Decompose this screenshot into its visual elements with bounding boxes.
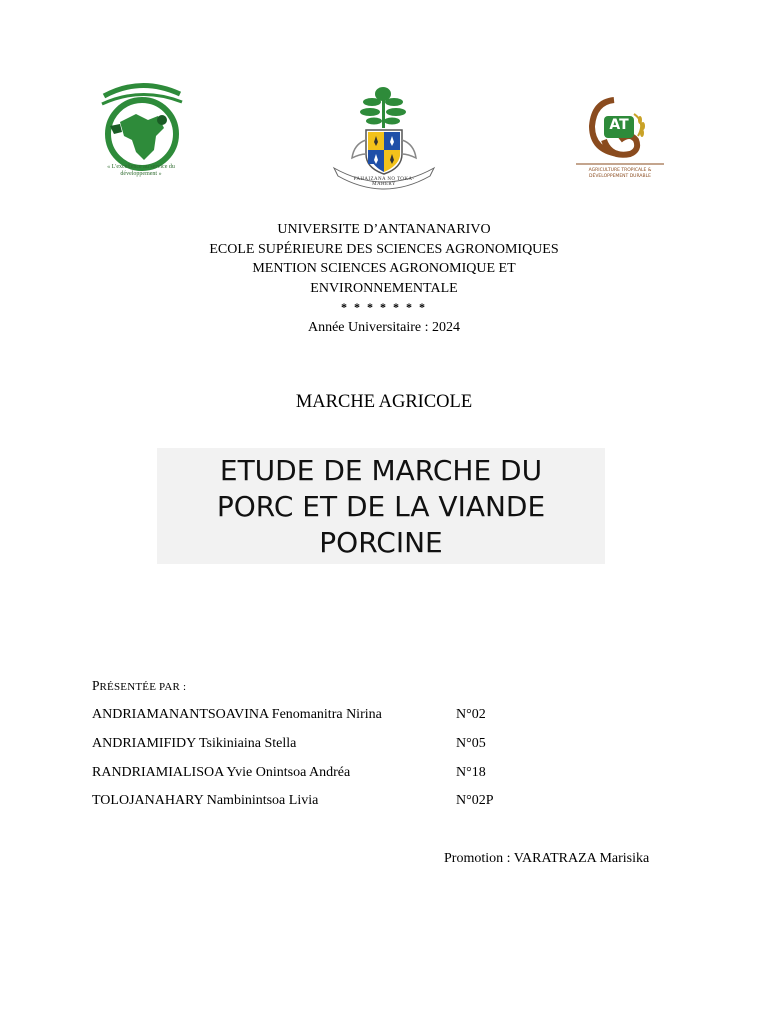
title-line-2: PORC ET DE LA VIANDE xyxy=(216,490,546,523)
university-name: UNIVERSITE D’ANTANANARIVO xyxy=(277,222,491,237)
presented-by-rest: RÉSENTÉE PAR : xyxy=(99,681,187,693)
mention-line-1: MENTION SCIENCES AGRONOMIQUE ET xyxy=(252,261,516,277)
member-row xyxy=(92,765,692,785)
member-name: ANDRIAMANANTSOAVINA Fenomanitra Nirina xyxy=(92,707,382,722)
university-motto: « L'excellence au service du développement » xyxy=(107,164,175,177)
member-number: N°02P xyxy=(456,793,494,808)
mention-line-2: ENVIRONNEMENTALE xyxy=(310,280,458,296)
university-emblem-logo xyxy=(96,74,186,182)
coat-of-arms-logo xyxy=(330,84,438,196)
school-name: ECOLE SUPÉRIEURE DES SCIENCES AGRONOMIQUES xyxy=(209,241,559,257)
academic-year: Année Universitaire : 2024 xyxy=(307,319,460,335)
course-name: MARCHE AGRICOLE xyxy=(295,392,473,412)
title-line-3: PORCINE xyxy=(319,526,443,559)
document-title-box xyxy=(157,448,605,564)
title-line-1: ETUDE DE MARCHE DU xyxy=(219,454,543,487)
member-row xyxy=(92,707,692,727)
member-row xyxy=(92,793,692,813)
member-number: N°02 xyxy=(456,707,486,722)
at2d-caption-line2: DÉVELOPPEMENT DURABLE xyxy=(589,174,651,179)
at2d-caption-line1: AGRICULTURE TROPICALE & xyxy=(588,168,652,173)
presented-by-label xyxy=(92,678,186,694)
member-number: N°18 xyxy=(456,765,486,780)
member-row xyxy=(92,736,692,756)
promotion-label: Promotion : VARATRAZA Marisika xyxy=(444,851,650,866)
member-name: ANDRIAMIFIDY Tsikiniaina Stella xyxy=(92,736,297,751)
at2d-logo xyxy=(574,96,666,188)
at2d-logo-text: AT xyxy=(609,117,629,133)
separator-stars: * * * * * * * xyxy=(341,300,427,315)
member-number: N°05 xyxy=(456,736,486,751)
member-name: RANDRIAMIALISOA Yvie Onintsoa Andréa xyxy=(92,765,351,780)
presented-by-initial: P xyxy=(92,678,100,693)
institution-header xyxy=(0,220,768,338)
member-name: TOLOJANAHARY Nambinintsoa Livia xyxy=(92,793,319,808)
coat-of-arms-motto: FAHAIZANA NO TOKA-MAHERY xyxy=(353,177,415,187)
